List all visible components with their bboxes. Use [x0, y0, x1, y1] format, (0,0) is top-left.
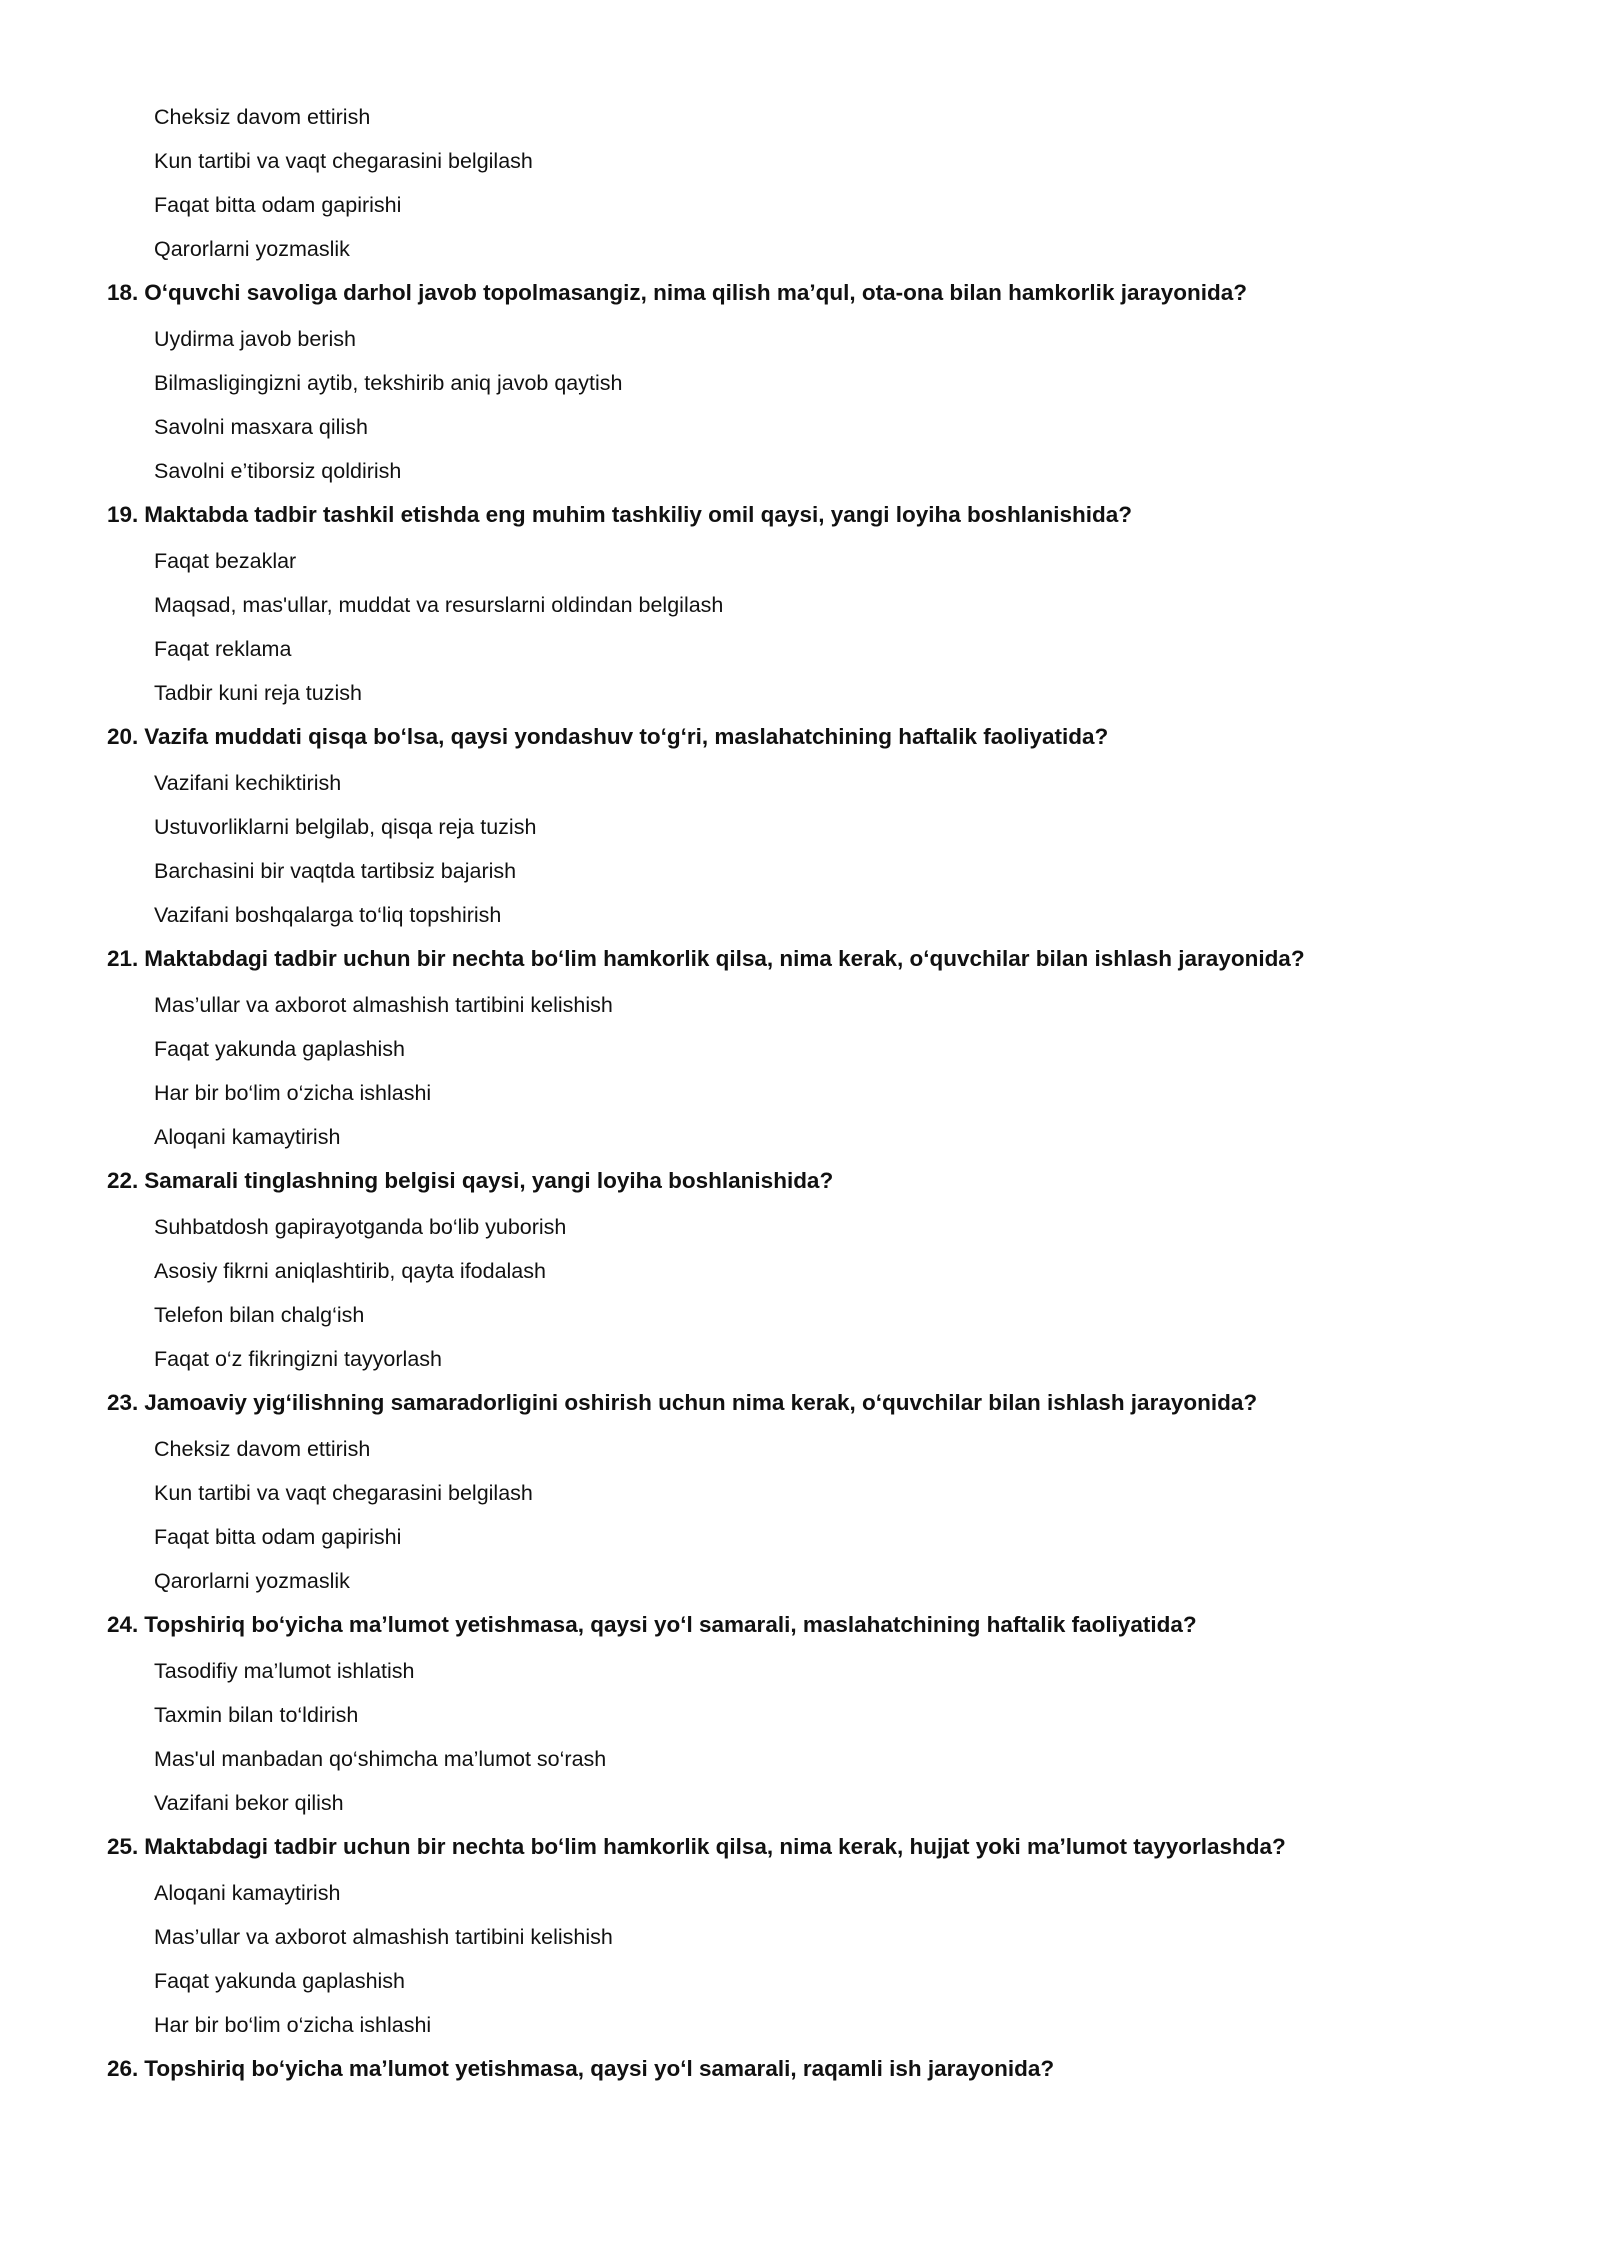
- question-heading: [107, 1612, 1507, 1658]
- answer-option: Maqsad, mas'ullar, muddat va resurslarni oldindan belgilash: [154, 593, 724, 617]
- question-text: Samarali tinglashning belgisi qaysi, yangi loyiha boshlanishida?: [144, 1168, 834, 1193]
- answer-option: Cheksiz davom ettirish: [154, 1437, 371, 1461]
- question-heading: [107, 280, 1507, 326]
- answer-option: Faqat bitta odam gapirishi: [154, 1525, 402, 1549]
- answer-option: Asosiy fikrni aniqlashtirib, qayta ifodalash: [154, 1259, 546, 1283]
- question-number: 22.: [107, 1168, 139, 1193]
- answer-option: Suhbatdosh gapirayotganda bo‘lib yuborish: [154, 1215, 567, 1239]
- answer-option: Mas’ullar va axborot almashish tartibini kelishish: [154, 1925, 613, 1949]
- answer-option: Bilmasligingizni aytib, tekshirib aniq javob qaytish: [154, 371, 623, 395]
- answer-option: Faqat yakunda gaplashish: [154, 1037, 406, 1061]
- question-number: 21.: [107, 946, 139, 971]
- answer-option: Aloqani kamaytirish: [154, 1881, 341, 1905]
- question-text: Topshiriq bo‘yicha ma’lumot yetishmasa, qaysi yo‘l samarali, raqamli ish jarayonida?: [144, 2056, 1055, 2081]
- answer-option: Har bir bo‘lim o‘zicha ishlashi: [154, 1081, 432, 1105]
- quiz-content: [107, 104, 1507, 2102]
- question-heading: [107, 1390, 1507, 1436]
- answer-option: Mas'ul manbadan qo‘shimcha ma’lumot so‘rash: [154, 1747, 607, 1771]
- question-heading: [107, 724, 1507, 770]
- question-text: Maktabda tadbir tashkil etishda eng muhim tashkiliy omil qaysi, yangi loyiha boshlanishida?: [144, 502, 1133, 527]
- question-text: O‘quvchi savoliga darhol javob topolmasangiz, nima qilish ma’qul, ota-ona bilan hamkorlik jarayonida?: [144, 280, 1247, 305]
- answer-option: Barchasini bir vaqtda tartibsiz bajarish: [154, 859, 517, 883]
- answer-option: Kun tartibi va vaqt chegarasini belgilash: [154, 1481, 533, 1505]
- answer-option: Taxmin bilan to‘ldirish: [154, 1703, 359, 1727]
- answer-option: Faqat bitta odam gapirishi: [154, 193, 402, 217]
- question-number: 20.: [107, 724, 139, 749]
- question-heading: [107, 1834, 1507, 1880]
- question-heading: [107, 502, 1507, 548]
- answer-option: Vazifani kechiktirish: [154, 771, 342, 795]
- question-heading: [107, 946, 1507, 992]
- answer-option: Faqat yakunda gaplashish: [154, 1969, 406, 1993]
- answer-option: Savolni e’tiborsiz qoldirish: [154, 459, 402, 483]
- question-number: 26.: [107, 2056, 139, 2081]
- answer-option: Uydirma javob berish: [154, 327, 356, 351]
- question-heading: [107, 1168, 1507, 1214]
- question-text: Topshiriq bo‘yicha ma’lumot yetishmasa, qaysi yo‘l samarali, maslahatchining haftalik faoliyatida?: [144, 1612, 1197, 1637]
- answer-option: Savolni masxara qilish: [154, 415, 368, 439]
- answer-option: Kun tartibi va vaqt chegarasini belgilash: [154, 149, 533, 173]
- question-text: Vazifa muddati qisqa bo‘lsa, qaysi yondashuv to‘g‘ri, maslahatchining haftalik faoliyatida?: [144, 724, 1109, 749]
- answer-option: Faqat reklama: [154, 637, 292, 661]
- question-number: 19.: [107, 502, 139, 527]
- question-heading: [107, 2056, 1507, 2102]
- answer-option: Qarorlarni yozmaslik: [154, 1569, 350, 1593]
- answer-option: Vazifani boshqalarga to‘liq topshirish: [154, 903, 502, 927]
- answer-option: Aloqani kamaytirish: [154, 1125, 341, 1149]
- answer-option: Telefon bilan chalg‘ish: [154, 1303, 365, 1327]
- answer-option: Tasodifiy ma’lumot ishlatish: [154, 1659, 415, 1683]
- question-number: 18.: [107, 280, 139, 305]
- answer-option: Cheksiz davom ettirish: [154, 105, 371, 129]
- answer-option: Tadbir kuni reja tuzish: [154, 681, 362, 705]
- answer-option: Mas’ullar va axborot almashish tartibini kelishish: [154, 993, 613, 1017]
- question-text: Maktabdagi tadbir uchun bir nechta bo‘lim hamkorlik qilsa, nima kerak, hujjat yoki ma’lumot tayyorlashda?: [144, 1834, 1286, 1859]
- answer-option: Qarorlarni yozmaslik: [154, 237, 350, 261]
- answer-option: Faqat bezaklar: [154, 549, 297, 573]
- answer-option: Ustuvorliklarni belgilab, qisqa reja tuzish: [154, 815, 537, 839]
- answer-option: Vazifani bekor qilish: [154, 1791, 344, 1815]
- answer-option: Faqat o‘z fikringizni tayyorlash: [154, 1347, 442, 1371]
- question-number: 25.: [107, 1834, 139, 1859]
- question-text: Maktabdagi tadbir uchun bir nechta bo‘lim hamkorlik qilsa, nima kerak, o‘quvchilar bilan ishlash jarayonida?: [144, 946, 1305, 971]
- question-text: Jamoaviy yig‘ilishning samaradorligini oshirish uchun nima kerak, o‘quvchilar bilan ishlash jarayonida?: [144, 1390, 1258, 1415]
- answer-option: Har bir bo‘lim o‘zicha ishlashi: [154, 2013, 432, 2037]
- question-number: 23.: [107, 1390, 139, 1415]
- question-number: 24.: [107, 1612, 139, 1637]
